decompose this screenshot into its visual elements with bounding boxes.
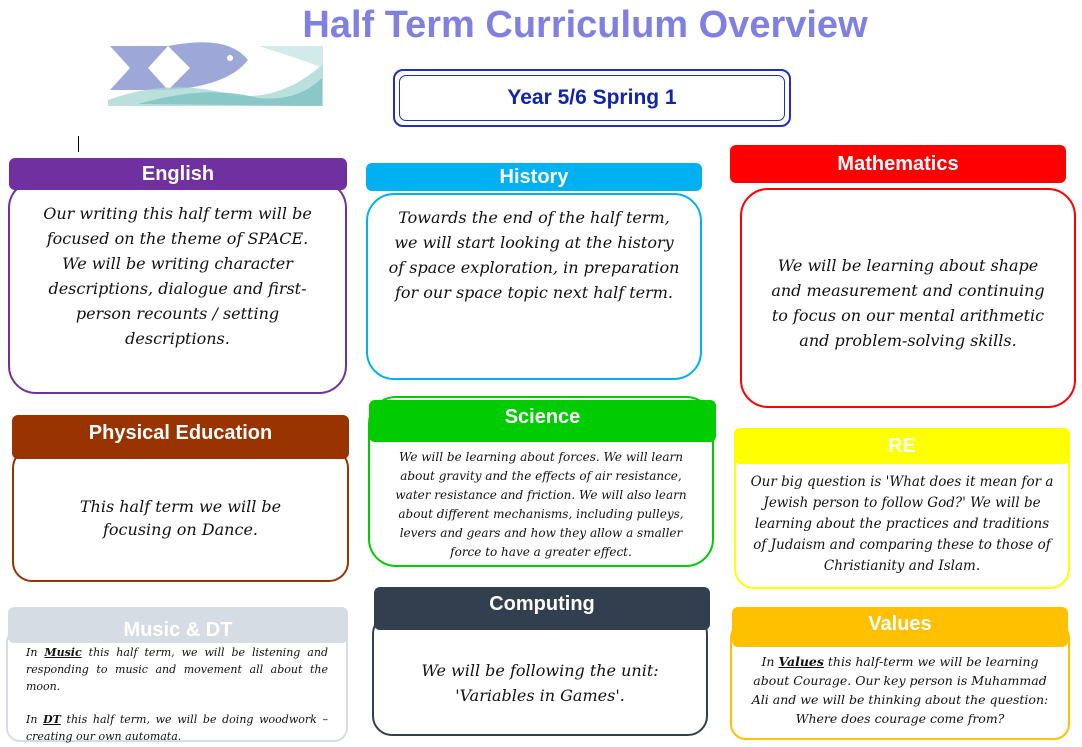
year-label-box	[393, 69, 791, 127]
computing-heading: Computing	[374, 587, 710, 630]
music-dt-box	[6, 628, 348, 742]
values-paragraph	[746, 652, 1054, 728]
text-cursor	[78, 136, 79, 152]
dt-key: DT	[43, 713, 61, 726]
music-text: this half term, we will be listening and responding to music and movement all about the moon.	[26, 646, 328, 693]
values-prefix: In	[761, 654, 779, 669]
values-key: Values	[778, 654, 824, 669]
values-text: this half-term we will be learning about Courage. Our key person is Muhammad Ali and we will be thinking about the question: Where does courage come from?	[751, 654, 1049, 726]
english-box	[8, 180, 347, 394]
dt-text: this half term, we will be doing woodwork – creating our own automata.	[26, 713, 328, 743]
english-heading: English	[9, 158, 347, 190]
mathematics-text: We will be learning about shape and measurement and continuing to focus on our mental arithmetic and problem-solving skills.	[771, 256, 1045, 350]
music-prefix: In	[26, 646, 45, 659]
page-title: Half Term Curriculum Overview	[302, 4, 868, 46]
year-label: Year 5/6 Spring 1	[399, 75, 785, 121]
pe-text: This half term we will be focusing on Dance.	[79, 497, 282, 539]
re-heading: RE	[734, 428, 1070, 464]
dt-prefix: In	[26, 713, 44, 726]
mathematics-heading: Mathematics	[730, 145, 1066, 183]
pe-box	[12, 448, 349, 582]
history-box	[366, 193, 702, 380]
computing-text: We will be following the unit: 'Variables in Games'.	[421, 661, 659, 705]
english-text: Our writing this half term will be focused on the theme of SPACE. We will be writing character descriptions, dialogue and first-person recounts / setting descriptions.	[43, 204, 312, 348]
pe-heading: Physical Education	[12, 415, 349, 459]
history-text: Towards the end of the half term, we will start looking at the history of space exploration, in preparation for our space topic next half term.	[388, 207, 680, 302]
science-heading: Science	[369, 400, 716, 442]
values-heading: Values	[732, 607, 1068, 647]
history-heading: History	[366, 163, 702, 191]
music-dt-heading: Music & DT	[8, 607, 348, 643]
re-text: Our big question is 'What does it mean for a Jewish person to follow God?' We will be learning about the practices and traditions of Judaism and comparing these to those of Christianity and Islam.	[750, 474, 1054, 574]
fish-logo	[108, 38, 328, 108]
computing-box	[372, 614, 708, 736]
music-key: Music	[44, 646, 82, 659]
science-text: We will be learning about forces. We will learn about gravity and the effects of air resistance, water resistance and friction. We will also learn about different mechanisms, including pulleys, levers and gears and how they allow a smaller force to have a greater effect.	[395, 449, 687, 559]
music-paragraph	[26, 644, 328, 695]
dt-paragraph	[26, 711, 328, 745]
mathematics-box	[740, 188, 1076, 408]
